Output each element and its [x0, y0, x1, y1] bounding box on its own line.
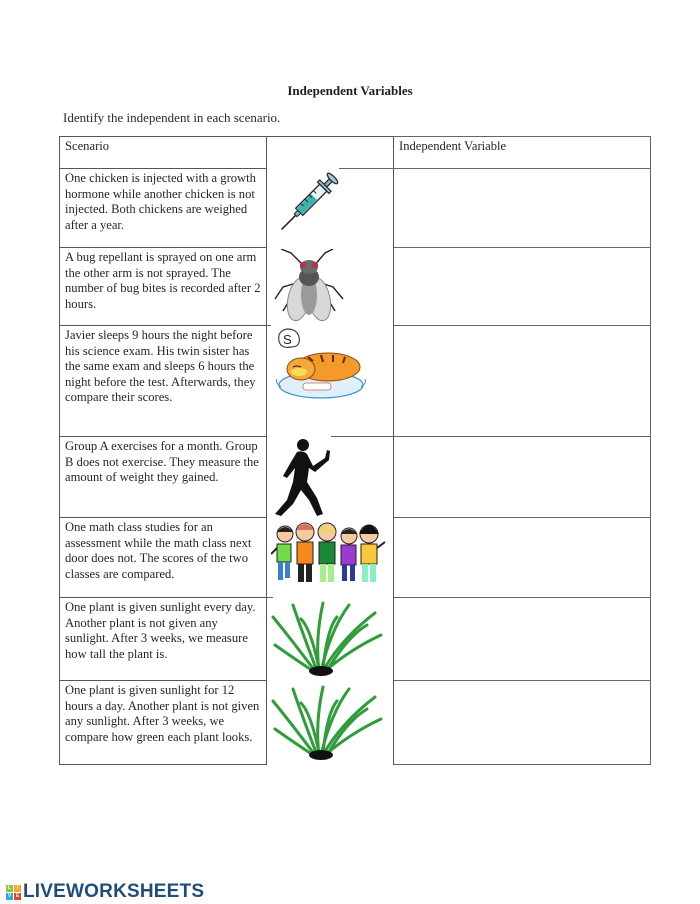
image-cell: [266, 680, 394, 765]
scenario-text: Javier sleeps 9 hours the night before his science exam. His twin sister has the same exam and sleeps 6 hours the night before the test. Afterwards, they compare their scores.: [65, 328, 256, 405]
answer-input[interactable]: [396, 171, 648, 245]
answer-input[interactable]: [396, 328, 648, 434]
answer-input[interactable]: [396, 439, 648, 515]
answer-cell: [394, 517, 651, 598]
image-cell: [266, 325, 394, 437]
scenario-text: One chicken is injected with a growth hormone while another chicken is not injected. Both chickens are weighed after a year.: [65, 171, 256, 232]
scenario-cell: [59, 436, 266, 518]
scenario-text: A bug repellant is sprayed on one arm the other arm is not sprayed. The number of bug bites is recorded after 2 hours.: [65, 250, 261, 311]
scenario-text: One plant is given sunlight for 12 hours a day. Another plant is not given any sunlight. After 3 weeks, we compare how green each plant looks.: [65, 683, 260, 744]
answer-cell: [394, 436, 651, 518]
image-cell: [266, 247, 394, 326]
scenario-cell: [59, 325, 266, 437]
table-header-row: [59, 136, 651, 169]
table-row: [59, 597, 651, 681]
answer-cell: [394, 680, 651, 765]
grass-plant-icon: [271, 599, 387, 677]
scenario-cell: [59, 247, 266, 326]
walking-person-icon: [273, 438, 339, 522]
fly-icon: [269, 249, 349, 323]
logo-mark-icon: L I V E: [7, 884, 20, 899]
table-row: [59, 680, 651, 765]
header-answer: Independent Variable: [399, 139, 507, 153]
variables-table: [59, 136, 651, 765]
scenario-cell: [59, 597, 266, 681]
worksheet-title: Independent Variables: [287, 83, 413, 98]
scenario-text: One plant is given sunlight every day. Another plant is not given any sunlight. After 3 weeks, we measure how tall the plant is.: [65, 600, 256, 661]
sleeping-cat-icon: [273, 327, 369, 401]
answer-cell: [394, 597, 651, 681]
table-row: [59, 325, 651, 437]
answer-input[interactable]: [396, 250, 648, 323]
header-scenario: Scenario: [65, 139, 110, 153]
image-cell: [266, 436, 394, 518]
scenario-cell: [59, 680, 266, 765]
scenario-cell: [59, 168, 266, 248]
table-row: [59, 168, 651, 248]
scenario-text: Group A exercises for a month. Group B does not exercise. They measure the amount of weight they gained.: [65, 439, 259, 485]
scenario-text: One math class studies for an assessment while the math class next door does not. The scores of the two classes are compared.: [65, 520, 252, 581]
image-cell: [266, 517, 394, 598]
svg-text:S: S: [283, 332, 292, 347]
header-answer-cell: [394, 136, 651, 169]
header-image-cell: [266, 136, 394, 169]
syringe-icon: [275, 170, 339, 238]
table-row: [59, 247, 651, 326]
children-group-icon: [271, 520, 387, 588]
table-row: [59, 517, 651, 598]
answer-input[interactable]: [396, 600, 648, 678]
answer-cell: [394, 247, 651, 326]
answer-cell: [394, 325, 651, 437]
liveworksheets-logo[interactable]: [6, 881, 204, 903]
brand-name: LIVEWORKSHEETS: [23, 881, 205, 902]
image-cell: [266, 597, 394, 681]
answer-input[interactable]: [396, 520, 648, 595]
image-cell: [266, 168, 394, 248]
grass-plant-icon: [271, 683, 387, 761]
header-scenario-cell: [59, 136, 266, 169]
table-row: [59, 436, 651, 518]
scenario-cell: [59, 517, 266, 598]
answer-input[interactable]: [396, 683, 648, 762]
answer-cell: [394, 168, 651, 248]
instructions: Identify the independent in each scenario.: [63, 110, 281, 125]
